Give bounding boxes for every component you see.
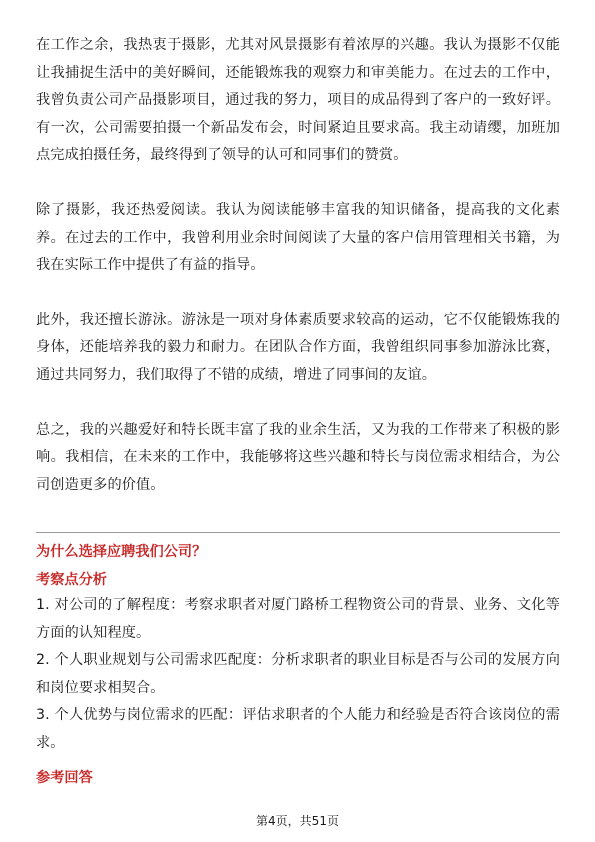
paragraph-gap <box>36 170 560 197</box>
analysis-heading: 考察点分析 <box>36 572 107 588</box>
answer-heading: 参考回答 <box>36 769 93 786</box>
body-text <box>36 32 560 499</box>
paragraph-gap <box>36 390 560 417</box>
paragraph-photography: 在工作之余，我热衷于摄影，尤其对风景摄影有着浓厚的兴趣。我认为摄影不仅能让我捕捉生活中的美好瞬间，还能锻炼我的观察力和审美能力。在过去的工作中，我曾负责公司产品摄影项目，通过我的努力，项目的成品得到了客户的一致好评。有一次，公司需要拍摄一个新品发布会，时间紧迫且要求高。我主动请缨，加班加点完成拍摄任务，最终得到了领导的认可和同事们的赞赏。 <box>36 37 560 164</box>
paragraph-gap <box>36 280 560 307</box>
question-title: 为什么选择应聘我们公司？ <box>36 544 207 560</box>
analysis-item: 2. 个人职业规划与公司需求匹配度：分析求职者的职业目标是否与公司的发展方向和岗位要求相契合。 <box>36 652 560 696</box>
paragraph-summary: 总之，我的兴趣爱好和特长既丰富了我的业余生活，又为我的工作带来了积极的影响。我相信，在未来的工作中，我能够将这些兴趣和特长与岗位需求相结合，为公司创造更多的价值。 <box>36 421 560 493</box>
analysis-item: 3. 个人优势与岗位需求的匹配：评估求职者的个人能力和经验是否符合该岗位的需求。 <box>36 707 560 751</box>
paragraph-reading: 除了摄影，我还热爱阅读。我认为阅读能够丰富我的知识储备，提高我的文化素养。在过去的工作中，我曾利用业余时间阅读了大量的客户信用管理相关书籍，为我在实际工作中提供了有益的指导。 <box>36 201 560 274</box>
paragraph-swimming: 此外，我还擅长游泳。游泳是一项对身体素质要求较高的运动，它不仅能锻炼我的身体，还能培养我的毅力和耐力。在团队合作方面，我曾组织同事参加游泳比赛，通过共同努力，我们取得了不错的成绩，增进了同事间的友谊。 <box>36 311 560 383</box>
analysis-item: 1. 对公司的了解程度：考察求职者对厦门路桥工程物资公司的背景、业务、文化等方面的认知程度。 <box>36 597 560 641</box>
question-section <box>36 540 560 790</box>
section-divider <box>36 532 560 533</box>
page-footer: 第4页，共51页 <box>256 814 339 828</box>
